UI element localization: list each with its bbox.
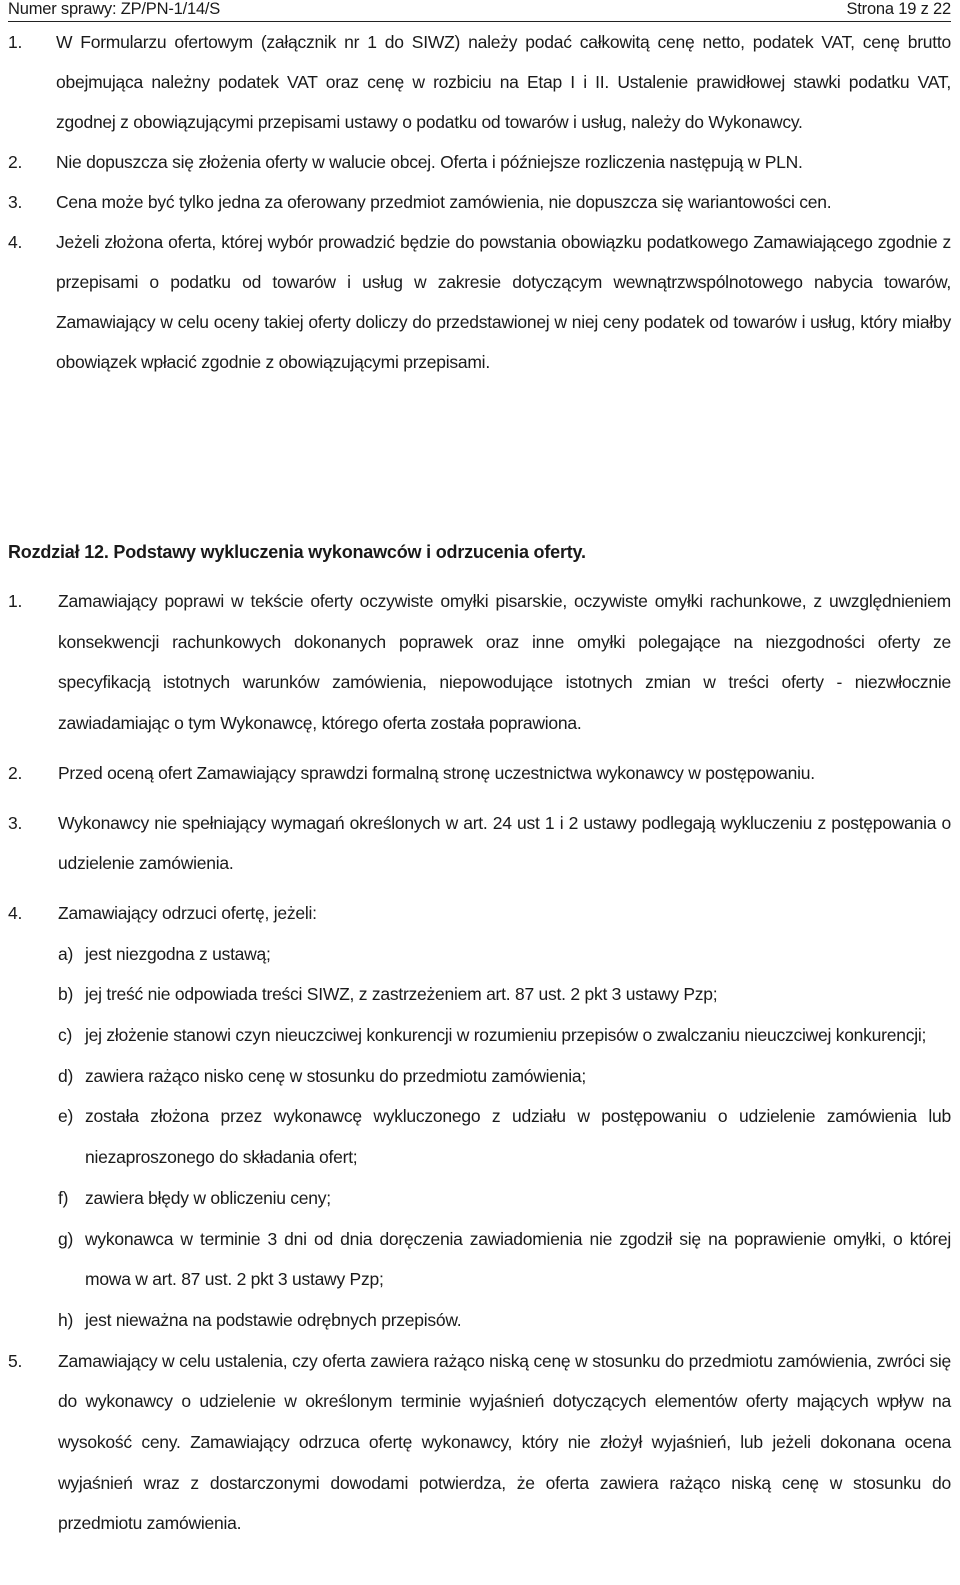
- sub-item-letter: f): [58, 1187, 69, 1208]
- sub-item-text: zawiera rażąco nisko cenę w stosunku do przedmiotu zamówienia;: [85, 1065, 587, 1086]
- list-item: [8, 1341, 951, 1545]
- chapter-heading: Rozdział 12. Podstawy wykluczenia wykonawców i odrzucenia oferty.: [8, 542, 586, 562]
- item-number: 3.: [8, 192, 23, 212]
- item-text: W Formularzu ofertowym (załącznik nr 1 do SIWZ) należy podać całkowitą cenę netto, podatek VAT, cenę brutto obejmująca należny podatek VAT oraz cenę w rozbiciu na Etap I i II. Ustalenie prawidłowej stawki podatku VAT, zgodnej z obowiązującymi przepisami ustawy o podatku od towarów i usług, należy do Wykonawcy.: [56, 32, 951, 132]
- sub-item: [58, 1300, 951, 1341]
- sub-item-text: jej treść nie odpowiada treści SIWZ, z zastrzeżeniem art. 87 ust. 2 pkt 3 ustawy Pzp;: [85, 984, 718, 1005]
- sub-item-letter: g): [58, 1228, 74, 1249]
- item-text: Zamawiający poprawi w tekście oferty oczywiste omyłki pisarskie, oczywiste omyłki rachunkowe, z uwzględnieniem konsekwencji rachunkowych dokonanych poprawek oraz inne omyłki polegające na niezgodności oferty ze specyfikacją istotnych warunków zamówienia, niepowodujące istotnych zmian w treści oferty - niezwłocznie zawiadamiając o tym Wykonawcę, którego oferta została poprawiona.: [58, 591, 951, 734]
- item-text: Cena może być tylko jedna za oferowany przedmiot zamówienia, nie dopuszcza się wariantowości cen.: [56, 192, 832, 212]
- exclusion-section: [8, 581, 951, 1544]
- sub-item-text: jest niezgodna z ustawą;: [85, 943, 271, 964]
- sub-item-text: wykonawca w terminie 3 dni od dnia doręczenia zawiadomienia nie zgodził się na poprawienie omyłki, o której mowa w art. 87 ust. 2 pkt 3 ustawy Pzp;: [85, 1228, 951, 1290]
- list-item: [8, 803, 951, 884]
- sub-item: [58, 1178, 951, 1219]
- list-item: [8, 753, 951, 794]
- item-text: Wykonawcy nie spełniający wymagań określonych w art. 24 ust 1 i 2 ustawy podlegają wykluczeniu z postępowania o udzielenie zamówienia.: [58, 812, 951, 874]
- price-section: [8, 22, 951, 382]
- item-number: 1.: [8, 591, 23, 611]
- sub-item-letter: a): [58, 943, 74, 964]
- list-item: [8, 182, 951, 222]
- sub-item-letter: d): [58, 1065, 74, 1086]
- sub-item: [58, 1096, 951, 1177]
- sub-item-letter: b): [58, 984, 74, 1005]
- list-item: [8, 22, 951, 142]
- item-text: Nie dopuszcza się złożenia oferty w walucie obcej. Oferta i późniejsze rozliczenia następują w PLN.: [56, 152, 803, 172]
- sub-item: [58, 974, 951, 1015]
- list-item: [8, 222, 951, 382]
- item-number: 1.: [8, 32, 23, 52]
- sub-item: [58, 1219, 951, 1300]
- sub-item-text: zawiera błędy w obliczeniu ceny;: [85, 1187, 331, 1208]
- item-text: Jeżeli złożona oferta, której wybór prowadzić będzie do powstania obowiązku podatkowego Zamawiającego zgodnie z przepisami o podatku od towarów i usług w zakresie dotyczącym wewnątrzwspólnotowego nabycia towarów, Zamawiający w celu oceny takiej oferty doliczy do przedstawionej w niej ceny podatek od towarów i usług, który miałby obowiązek wpłacić zgodnie z obowiązującymi przepisami.: [56, 232, 951, 372]
- sub-item: [58, 1056, 951, 1097]
- item-text: Zamawiający odrzuci ofertę, jeżeli:: [58, 902, 317, 923]
- sub-item-letter: h): [58, 1309, 74, 1330]
- item-number: 5.: [8, 1350, 23, 1371]
- list-item: [8, 581, 951, 744]
- sub-item-text: jest nieważna na podstawie odrębnych przepisów.: [85, 1309, 462, 1330]
- item-number: 3.: [8, 812, 23, 833]
- sub-item-letter: e): [58, 1106, 74, 1127]
- sub-item: [58, 934, 951, 975]
- case-number: Numer sprawy: ZP/PN-1/14/S: [8, 0, 221, 18]
- sub-item-letter: c): [58, 1025, 73, 1046]
- list-item: [8, 893, 951, 1341]
- sub-item-text: jej złożenie stanowi czyn nieuczciwej konkurencji w rozumieniu przepisów o zwalczaniu nieuczciwej konkurencji;: [85, 1025, 927, 1046]
- page-number: Strona 19 z 22: [846, 0, 951, 18]
- item-number: 4.: [8, 232, 23, 252]
- sub-item: [58, 1015, 951, 1056]
- item-number: 2.: [8, 152, 23, 172]
- item-number: 4.: [8, 902, 23, 923]
- sub-item-text: została złożona przez wykonawcę wykluczonego z udziału w postępowaniu o udzielenie zamówienia lub niezaproszonego do składania ofert;: [85, 1106, 951, 1168]
- list-item: [8, 142, 951, 182]
- item-text: Przed oceną ofert Zamawiający sprawdzi formalną stronę uczestnictwa wykonawcy w postępowaniu.: [58, 762, 815, 783]
- page-header: [8, 0, 951, 22]
- item-text: Zamawiający w celu ustalenia, czy oferta zawiera rażąco niską cenę w stosunku do przedmiotu zamówienia, zwróci się do wykonawcy o udzielenie w określonym terminie wyjaśnień dotyczących elementów oferty mających wpływ na wysokość ceny. Zamawiający odrzuca ofertę wykonawcy, który nie złożył wyjaśnień, lub jeżeli dokonana ocena wyjaśnień wraz z dostarczonymi dowodami potwierdza, że oferta zawiera rażąco niską cenę w stosunku do przedmiotu zamówienia.: [58, 1350, 951, 1534]
- item-number: 2.: [8, 762, 23, 783]
